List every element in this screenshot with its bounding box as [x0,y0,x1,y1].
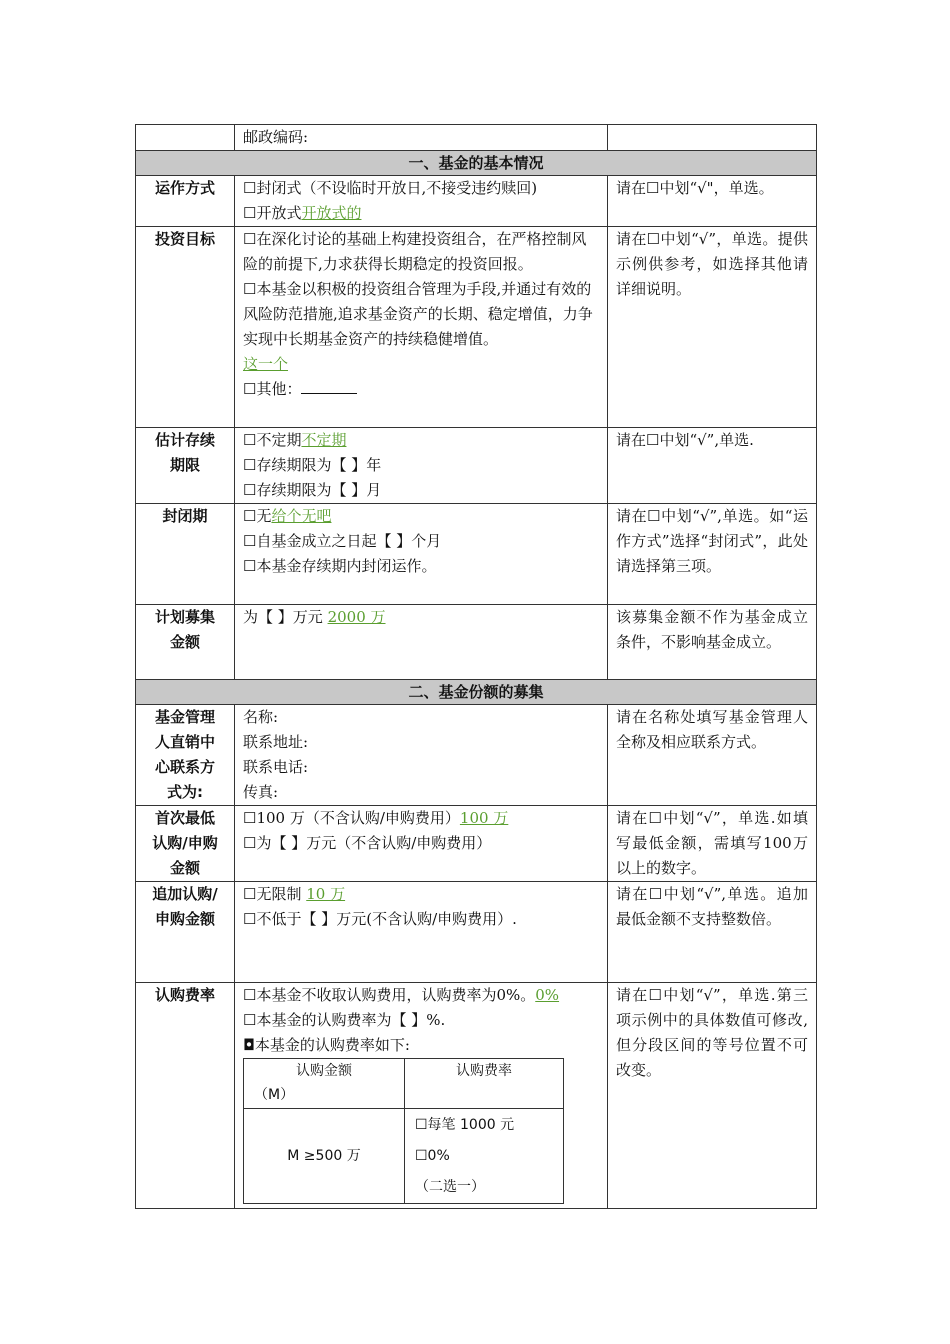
closed-period-options [235,504,608,605]
op-mode-open-option[interactable] [243,201,599,226]
fee-rate-table [243,1058,564,1204]
duration-label [136,428,235,504]
postal-label-empty [136,125,235,151]
duration-option-1[interactable] [243,428,599,453]
direct-sales-label-line4: 式为: [167,783,203,801]
postal-note-empty [608,125,817,151]
direct-sales-fields [235,705,608,806]
closed-period-option-1-text: ☐无 [243,507,272,525]
add-amount-option-1[interactable] [243,882,599,907]
fee-head-amount-unit: （M） [254,1087,295,1103]
section-title: 一、基金的基本情况 [136,151,817,176]
op-mode-open-fill: 开放式的 [301,204,362,222]
fee-table-header [244,1059,564,1109]
op-mode-label: 运作方式 [136,176,235,227]
direct-sales-label-line1: 基金管理 [154,708,215,726]
direct-sales-fax-field[interactable]: 传真: [243,783,279,801]
add-amount-option-2[interactable]: ☐不低于【 】万元(不含认购/申购费用）. [243,910,517,928]
fund-form-table [135,124,817,1209]
direct-sales-label [136,705,235,806]
closed-period-option-3[interactable]: ☐本基金存续期内封闭运作。 [243,557,437,575]
closed-period-option-2[interactable]: ☐自基金成立之日起【 】个月 [243,532,442,550]
min-first-options [235,806,608,882]
add-amount-note: 请在☐中划“√”,单选。追加最低金额不支持整数倍。 [608,882,817,983]
sub-fee-label: 认购费率 [136,983,235,1209]
min-first-option-2[interactable]: ☐为【 】万元（不含认购/申购费用） [243,834,492,852]
raise-amount-row [136,605,817,680]
sub-fee-option-1-text: ☐本基金不收取认购费用，认购费率为0%。 [243,986,536,1004]
invest-goal-option-2-fill: 这一个 [243,355,289,373]
duration-note: 请在☐中划“√”,单选. [608,428,817,504]
closed-period-label: 封闭期 [136,504,235,605]
sub-fee-option-2[interactable]: ☐本基金的认购费率为【 】%. [243,1011,446,1029]
raise-amount-label-line1: 计划募集 [154,608,215,626]
duration-row [136,428,817,504]
add-amount-label-line2: 申购金额 [154,910,215,928]
raise-amount-label-line2: 金额 [169,633,200,651]
direct-sales-address-field[interactable]: 联系地址: [243,733,309,751]
raise-amount-note: 该募集金额不作为基金成立条件，不影响基金成立。 [608,605,817,680]
fee-head-amount [244,1059,405,1109]
raise-amount-field[interactable] [235,605,608,680]
add-amount-options [235,882,608,983]
postal-row [136,125,817,151]
invest-goal-row [136,227,817,428]
sub-fee-option-1[interactable] [243,983,599,1008]
invest-goal-option-other[interactable] [243,377,599,402]
sub-fee-option-3[interactable]: ◘本基金的认购费率如下: [243,1036,410,1054]
min-first-option-1-fill: 100 万 [459,809,509,827]
min-first-label-line3: 金额 [169,859,200,877]
invest-goal-other-blank[interactable] [301,379,357,394]
fee-head-amount-text: 认购金额 [296,1063,352,1079]
op-mode-note: 请在☐中划“√"，单选。 [608,176,817,227]
add-amount-row [136,882,817,983]
raise-amount-label [136,605,235,680]
closed-period-note: 请在☐中划“√”,单选。如“运作方式”选择“封闭式”，此处请选择第三项。 [608,504,817,605]
section2-title: 二、基金份额的募集 [136,680,817,705]
invest-goal-option-1[interactable]: ☐在深化讨论的基础上构建投资组合，在严格控制风险的前提下,力求获得长期稳定的投资回报。 [243,230,587,273]
direct-sales-note: 请在名称处填写基金管理人全称及相应联系方式。 [608,705,817,806]
direct-sales-label-line2: 人直销中 [154,733,215,751]
raise-amount-fill: 2000 万 [327,608,386,626]
duration-label-line1: 估计存续 [154,431,215,449]
raise-amount-text: 为【 】万元 [243,608,323,626]
add-amount-label [136,882,235,983]
add-amount-label-line1: 追加认购/ [152,885,218,903]
direct-sales-row [136,705,817,806]
direct-sales-name-field[interactable]: 名称: [243,708,279,726]
direct-sales-label-line3: 心联系方 [154,758,215,776]
duration-label-line2: 期限 [169,456,200,474]
op-mode-open-text: ☐开放式 [243,204,302,222]
min-first-row [136,806,817,882]
add-amount-option-1-fill: 10 万 [306,885,346,903]
min-first-option-1-text: ☐100 万（不含认购/申购费用） [243,809,460,827]
section-basic-info [136,151,817,176]
direct-sales-phone-field[interactable]: 联系电话: [243,758,309,776]
fee-row-amount: M ≥500 万 [244,1109,405,1204]
invest-goal-option-2[interactable]: ☐本基金以积极的投资组合管理为手段,并通过有效的风险防范措施,追求基金资产的长期、稳定增值，力争实现中长期基金资产的持续稳健增值。 [243,280,593,348]
section-fund-raising [136,680,817,705]
duration-options [235,428,608,504]
duration-option-1-text: ☐不定期 [243,431,302,449]
closed-period-row [136,504,817,605]
min-first-label-line2: 认购/申购 [152,834,218,852]
sub-fee-options [235,983,608,1209]
sub-fee-option-1-fill: 0% [535,986,560,1004]
min-first-label-line1: 首次最低 [154,809,215,827]
fee-rate-option-1[interactable]: ☐每笔 1000 元 [415,1117,515,1133]
fee-rate-option-2[interactable]: ☐0% [415,1148,450,1164]
duration-option-1-fill: 不定期 [301,431,347,449]
invest-goal-options [235,227,608,428]
duration-option-years[interactable]: ☐存续期限为【 】年 [243,456,382,474]
op-mode-closed-option[interactable]: ☐封闭式（不设临时开放日,不接受违约赎回) [243,179,538,197]
op-mode-row [136,176,817,227]
duration-option-months[interactable]: ☐存续期限为【 】月 [243,481,382,499]
min-first-label [136,806,235,882]
invest-goal-other-text: ☐其他： [243,380,302,398]
closed-period-option-1[interactable] [243,504,599,529]
sub-fee-row [136,983,817,1209]
fee-row-rate [405,1109,564,1204]
sub-fee-note: 请在☐中划“√”，单选.第三项示例中的具体数值可修改,但分段区间的等号位置不可改变。 [608,983,817,1209]
closed-period-option-1-fill: 给个无吧 [271,507,332,525]
add-amount-option-1-text: ☐无限制 [243,885,302,903]
fee-rate-choose-hint: （二选一） [415,1179,485,1195]
invest-goal-note: 请在☐中划“√”，单选。提供示例供参考，如选择其他请详细说明。 [608,227,817,428]
op-mode-options [235,176,608,227]
fee-head-rate: 认购费率 [405,1059,564,1109]
invest-goal-label: 投资目标 [136,227,235,428]
min-first-note: 请在☐中划“√”，单选.如填写最低金额，需填写100万以上的数字。 [608,806,817,882]
min-first-option-1[interactable] [243,806,599,831]
fee-table-row [244,1109,564,1204]
postal-field[interactable]: 邮政编码: [235,125,608,151]
